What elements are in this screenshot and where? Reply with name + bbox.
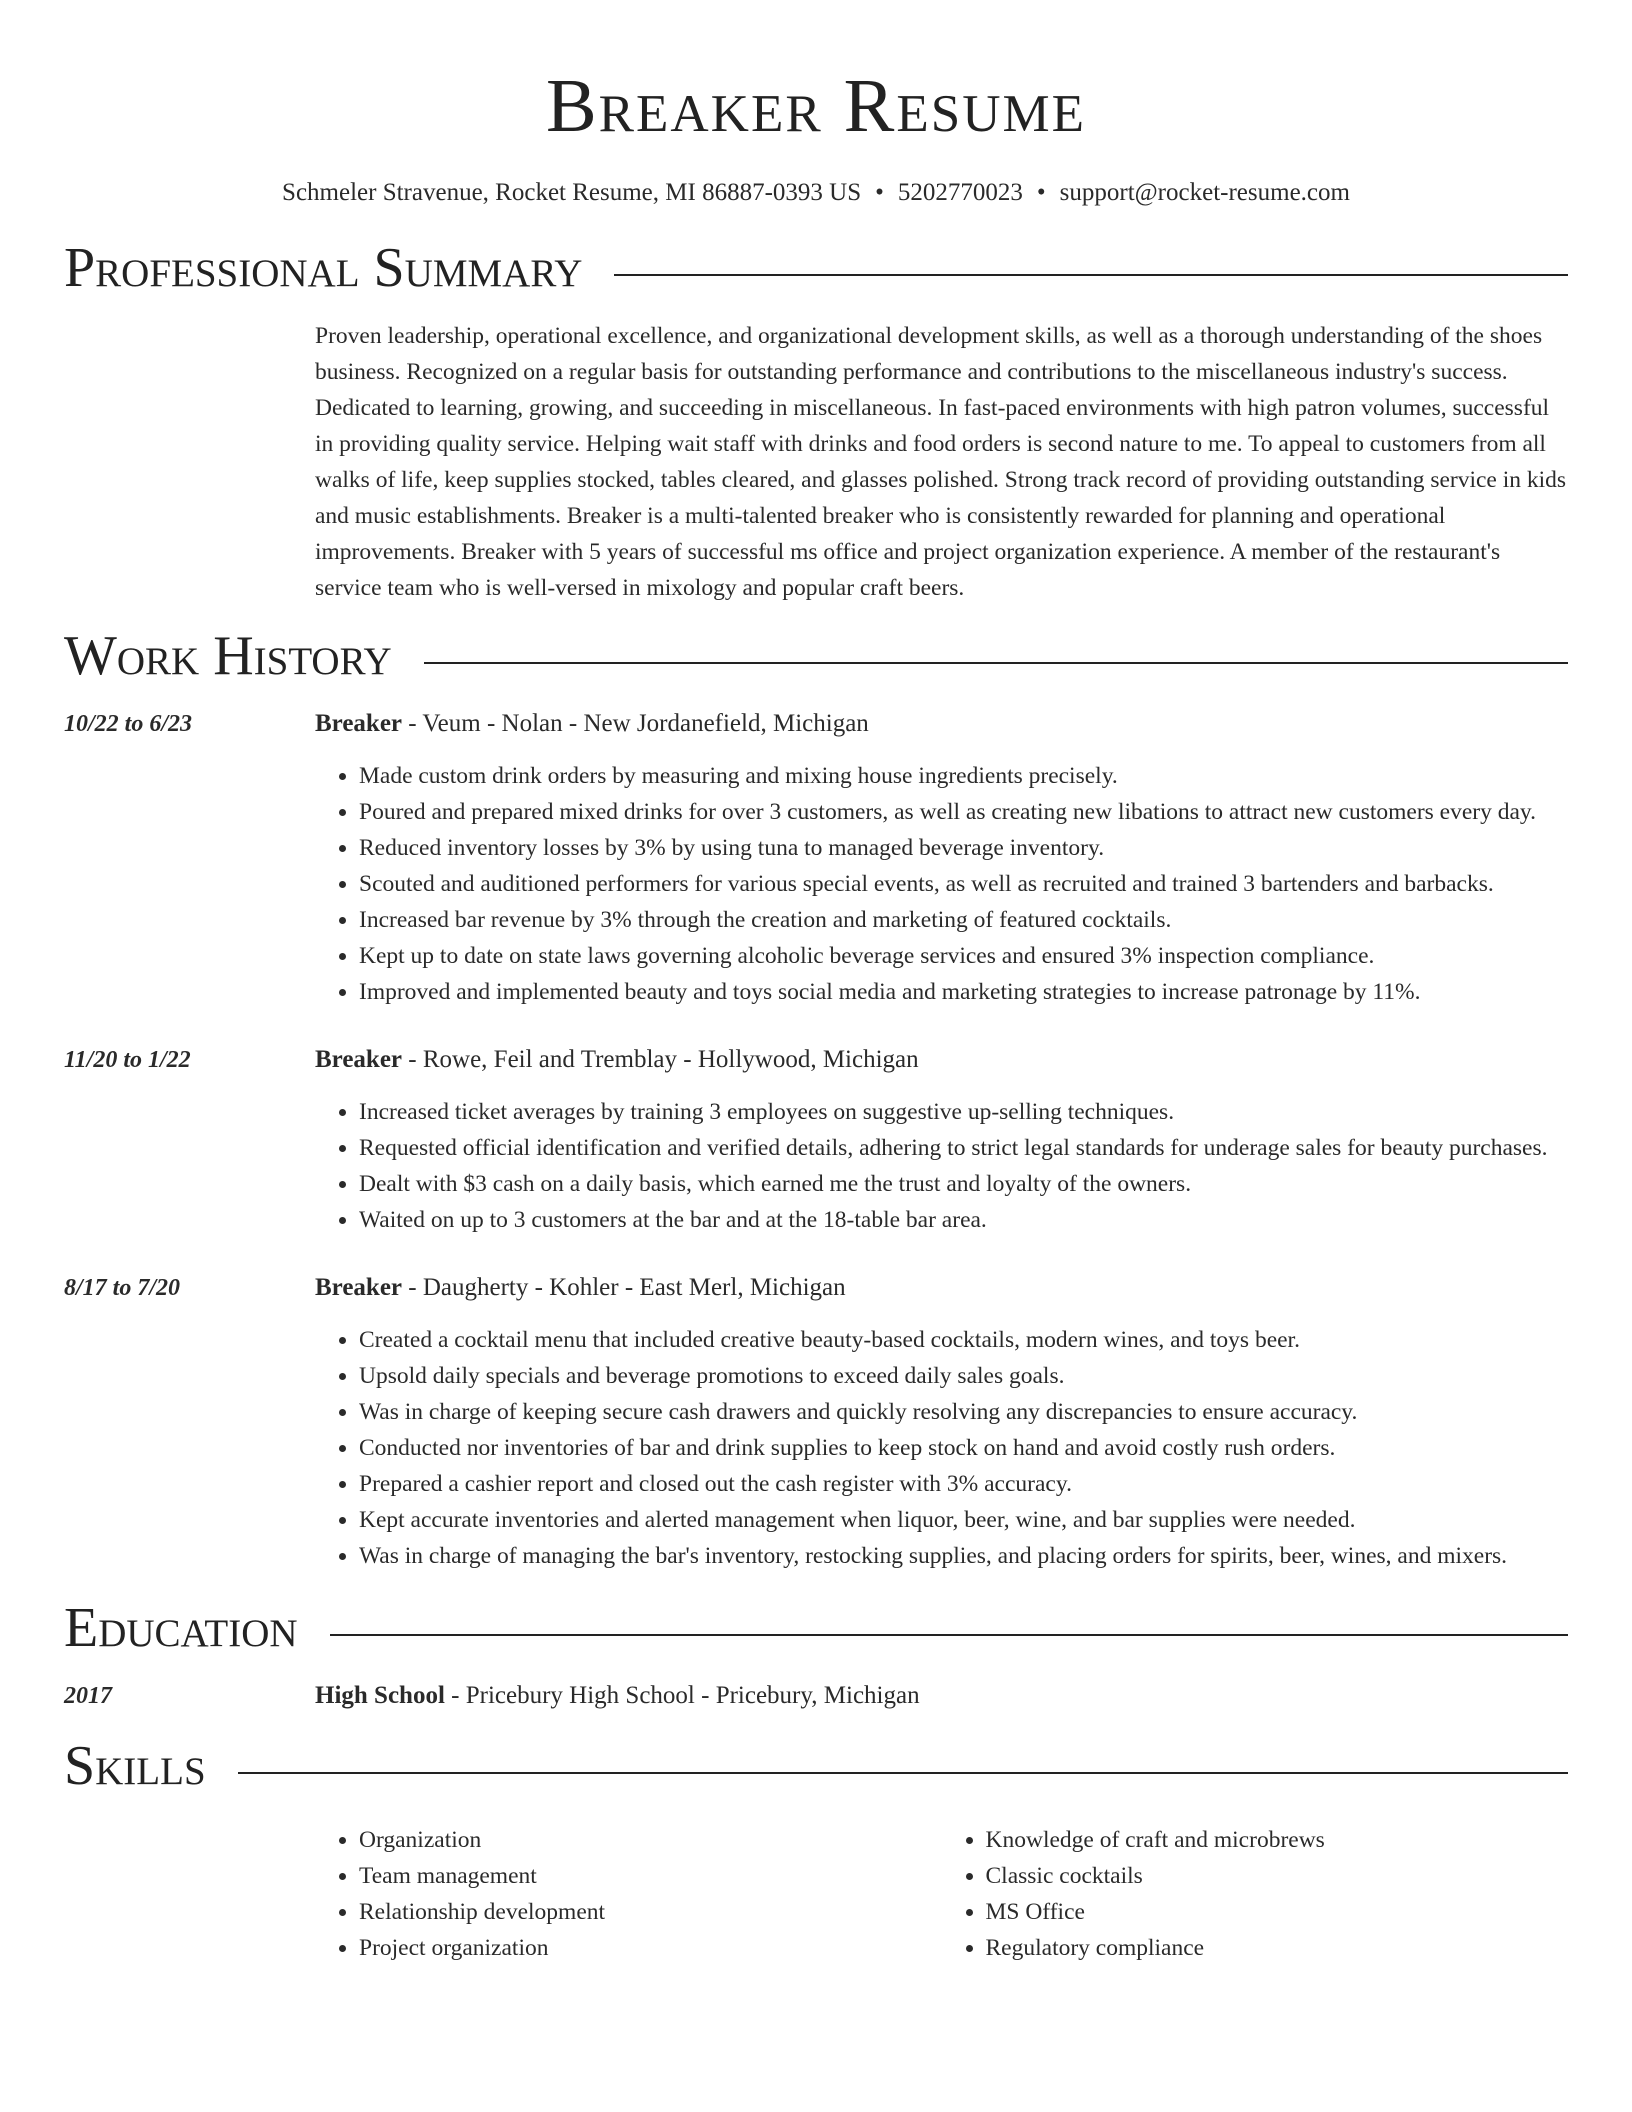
education-date: 2017 — [64, 1683, 112, 1709]
skill-item: • Organization — [359, 1822, 942, 1858]
skills-section-header — [64, 1730, 1568, 1800]
skills-column-right — [942, 1822, 1569, 1966]
skills-list — [315, 1822, 1568, 1966]
list-item: • Upsold daily specials and beverage promotions to exceed daily sales goals. — [359, 1358, 1568, 1394]
job-body — [315, 706, 1568, 1010]
job-date: 8/17 to 7/20 — [64, 1275, 181, 1301]
job-headline — [315, 706, 1568, 742]
list-item: • Waited on up to 3 customers at the bar and at the 18-table bar area. — [359, 1202, 1568, 1238]
job-title: Breaker — [315, 1046, 403, 1073]
list-item: • Conducted nor inventories of bar and drink supplies to keep stock on hand and avoid costly rush orders. — [359, 1430, 1568, 1466]
separator: • — [875, 179, 884, 206]
section-title: Work History — [64, 624, 424, 688]
job-headline — [315, 1270, 1568, 1306]
summary-section-header — [64, 232, 1568, 302]
skill-item: • MS Office — [986, 1894, 1569, 1930]
skill-item: • Regulatory compliance — [986, 1930, 1569, 1966]
education-section-header — [64, 1592, 1568, 1662]
email-link[interactable]: support@rocket-resume.com — [1059, 179, 1350, 206]
skill-item: • Relationship development — [359, 1894, 942, 1930]
education-details: - Pricebury High School - Pricebury, Michigan — [444, 1682, 920, 1709]
job-title: Breaker — [315, 710, 403, 737]
resume-header — [0, 0, 1632, 210]
section-title: Education — [64, 1596, 330, 1660]
phone: 5202770023 — [897, 179, 1023, 206]
work-history-section-header — [64, 620, 1568, 690]
list-item: • Poured and prepared mixed drinks for over 3 customers, as well as creating new libations to attract new customers every day. — [359, 794, 1568, 830]
list-item: • Prepared a cashier report and closed out the cash register with 3% accuracy. — [359, 1466, 1568, 1502]
list-item: • Made custom drink orders by measuring and mixing house ingredients precisely. — [359, 758, 1568, 794]
job-entry — [64, 1270, 1568, 1574]
separator: • — [1036, 179, 1046, 206]
job-date: 10/22 to 6/23 — [64, 711, 193, 737]
list-item: • Created a cocktail menu that included creative beauty-based cocktails, modern wines, and toys beer. — [359, 1322, 1568, 1358]
skills-column-left — [315, 1822, 942, 1966]
education-entry — [64, 1678, 1568, 1714]
job-entry — [64, 1042, 1568, 1238]
skill-item: • Knowledge of craft and microbrews — [986, 1822, 1569, 1858]
job-body — [315, 1270, 1568, 1574]
job-date: 11/20 to 1/22 — [64, 1047, 191, 1073]
list-item: • Scouted and auditioned performers for various special events, as well as recruited and trained 3 bartenders and barbacks. — [359, 866, 1568, 902]
list-item: • Increased bar revenue by 3% through the creation and marketing of featured cocktails. — [359, 902, 1568, 938]
list-item: • Was in charge of keeping secure cash drawers and quickly resolving any discrepancies to ensure accuracy. — [359, 1394, 1568, 1430]
list-item: • Kept up to date on state laws governing alcoholic beverage services and ensured 3% inspection compliance. — [359, 938, 1568, 974]
candidate-name: Breaker Resume — [545, 64, 1086, 148]
skill-item: • Team management — [359, 1858, 942, 1894]
job-bullets — [315, 758, 1568, 1010]
education-body — [315, 1678, 1568, 1714]
job-details: - Daugherty - Kohler - East Merl, Michigan — [402, 1274, 846, 1301]
list-item: • Reduced inventory losses by 3% by using tuna to managed beverage inventory. — [359, 830, 1568, 866]
skill-item: • Classic cocktails — [986, 1858, 1569, 1894]
job-bullets — [315, 1094, 1568, 1238]
section-title: Skills — [64, 1734, 238, 1798]
list-item: • Was in charge of managing the bar's inventory, restocking supplies, and placing orders for spirits, beer, wines, and mixers. — [359, 1538, 1568, 1574]
list-item: • Requested official identification and verified details, adhering to strict legal standards for underage sales for beauty purchases. — [359, 1130, 1568, 1166]
job-details: - Veum - Nolan - New Jordanefield, Michigan — [402, 710, 869, 737]
list-item: • Improved and implemented beauty and toys social media and marketing strategies to increase patronage by 11%. — [359, 974, 1568, 1010]
job-bullets — [315, 1322, 1568, 1574]
education-title: High School — [315, 1682, 445, 1709]
summary-text: Proven leadership, operational excellence, and organizational development skills, as well as a thorough understanding of the shoes business. Recognized on a regular basis for outstanding performance and contributions to the miscellaneous industry's success. Dedicated to learning, growing, and succeeding in miscellaneous. In fast-paced environments with high patron volumes, successful in providing quality service. Helping wait staff with drinks and food orders is second nature to me. To appeal to customers from all walks of life, keep supplies stocked, tables cleared, and glasses polished. Strong track record of providing outstanding service in kids and music establishments. Breaker is a multi-talented breaker who is consistently rewarded for planning and operational improvements. Breaker with 5 years of successful ms office and project organization experience. A member of the restaurant's service team who is well-versed in mixology and popular craft beers. — [315, 323, 1567, 601]
skill-item: • Project organization — [359, 1930, 942, 1966]
section-title: Professional Summary — [64, 236, 614, 300]
job-body — [315, 1042, 1568, 1238]
list-item: • Increased ticket averages by training 3 employees on suggestive up-selling techniques. — [359, 1094, 1568, 1130]
job-headline — [315, 1042, 1568, 1078]
job-title: Breaker — [315, 1274, 403, 1301]
contact-line — [0, 176, 1632, 210]
job-entry — [64, 706, 1568, 1010]
education-headline — [315, 1678, 1568, 1714]
list-item: • Kept accurate inventories and alerted management when liquor, beer, wine, and bar supplies were needed. — [359, 1502, 1568, 1538]
list-item: • Dealt with $3 cash on a daily basis, which earned me the trust and loyalty of the owners. — [359, 1166, 1568, 1202]
section-divider — [64, 1772, 1568, 1774]
job-details: - Rowe, Feil and Tremblay - Hollywood, Michigan — [402, 1046, 919, 1073]
address: Schmeler Stravenue, Rocket Resume, MI 86887-0393 US — [282, 179, 862, 206]
